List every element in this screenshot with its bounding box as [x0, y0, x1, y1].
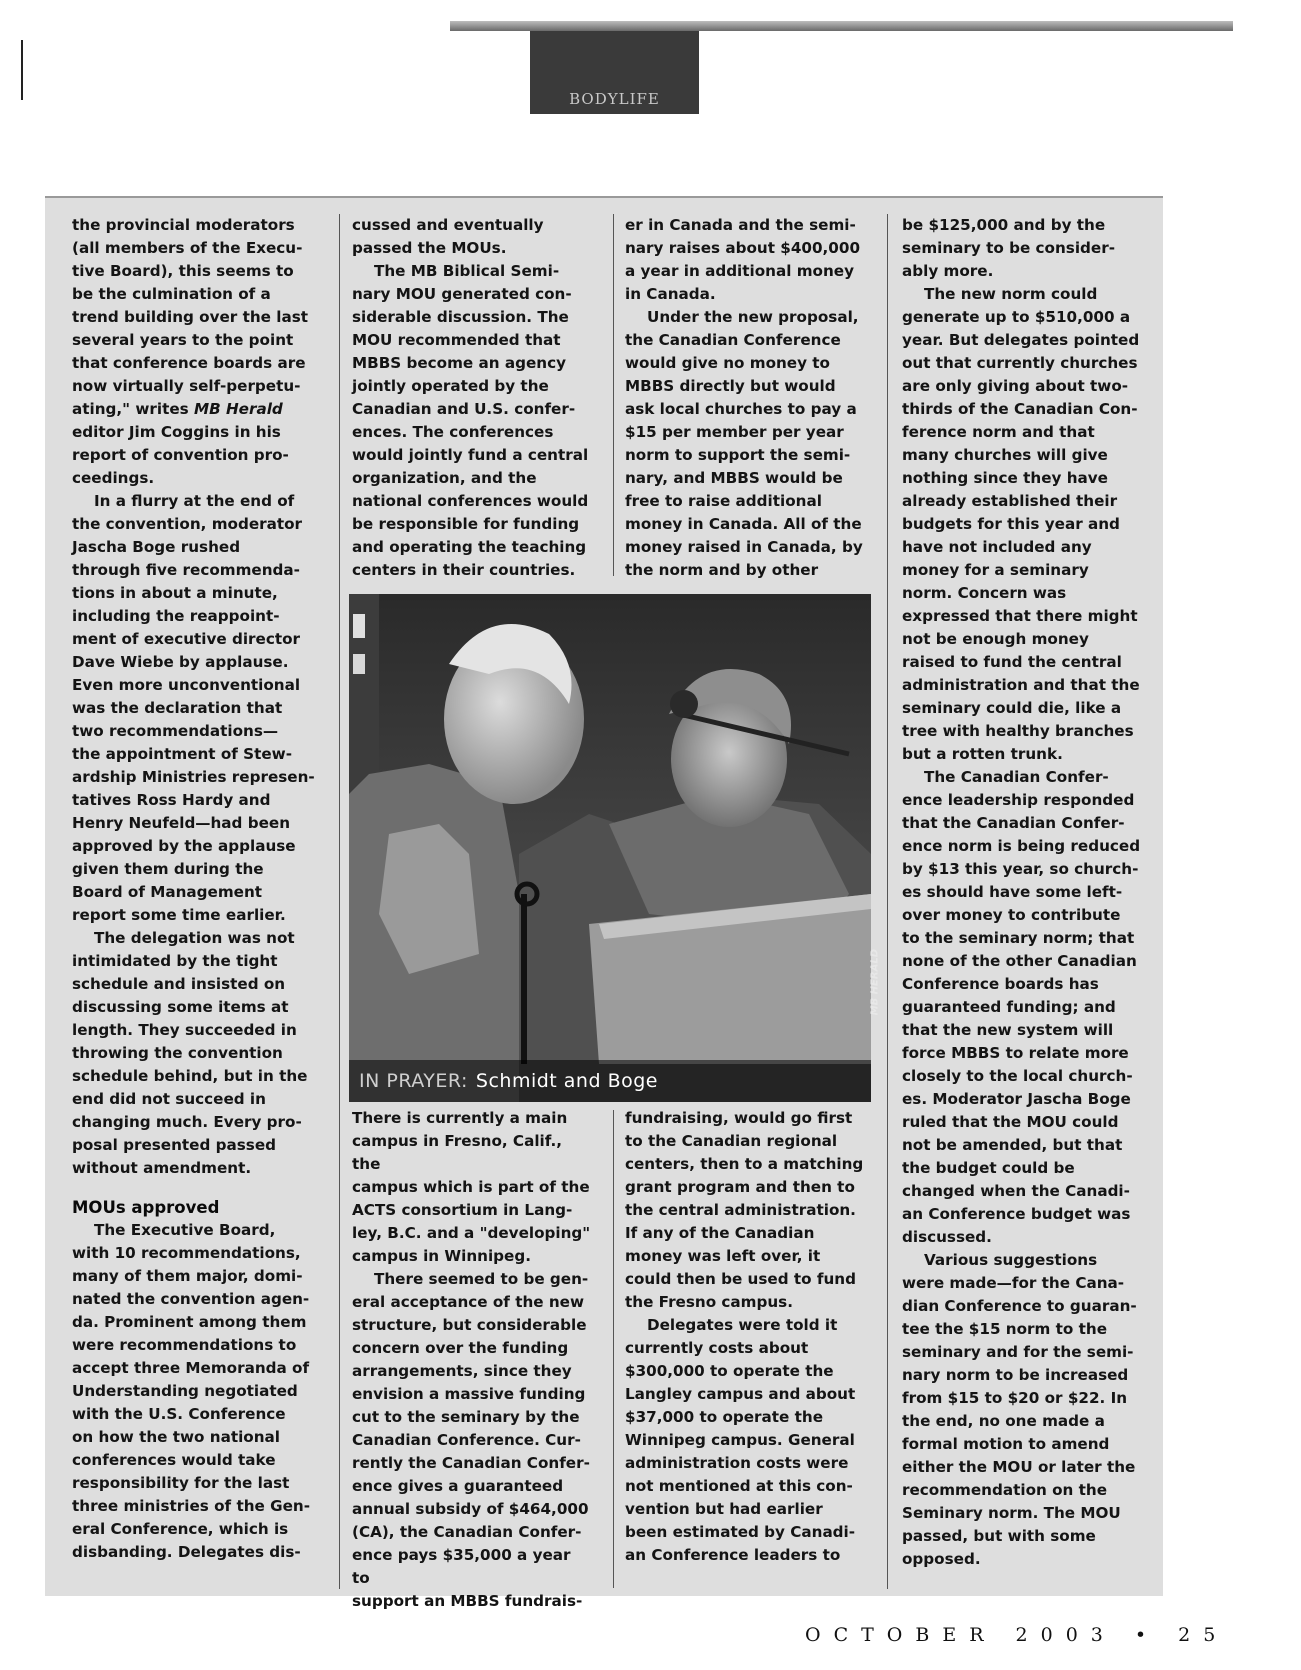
panel-top-border — [45, 196, 1163, 198]
photo-caption — [349, 1060, 871, 1102]
paragraph: fundraising, would go first to the Canadian regional centers, then to a matching grant program and then to the central administration. If any of the Canadian money was left over, it could then be used to fund the Fresno campus. — [625, 1109, 864, 1311]
subheading: MOUs approved — [72, 1198, 220, 1217]
article-column-2 — [352, 214, 592, 582]
paragraph: the provincial moderators (all members of the Execu- tive Board), this seems to be the culmination of a trend building over the last several years to the point that conference boards are now virtually self-perpetu- ating," writes MB Herald editor Jim Coggins in his report of convention pro- ceedings. — [72, 216, 308, 487]
column-rule — [613, 1110, 614, 1588]
page-footer: OCTOBER 2003 • 25 — [805, 1624, 1229, 1646]
paragraph: There seemed to be gen- eral acceptance of the new structure, but considerable concern over the funding arrangements, since they envision a massive funding cut to the seminary by the Canadian Conference. Cur- rently the Canadian Confer- ence gives a guaranteed annual subsidy of $464,000 (CA), the Canadian Confer- ence pays $35,000 a year to support an MBBS fundrais- — [352, 1270, 590, 1610]
column-rule — [613, 214, 614, 576]
paragraph: In a flurry at the end of the convention, moderator Jascha Boge rushed through five recommenda- tions in about a minute, including the reappoint- ment of executive director Dave Wiebe by applause. Even more unconventional was the declaration that two recommendations— the appointment of Stew- ardship Ministries represen- tatives Ross Hardy and Henry Neufeld—had been approved by the applause given them during the Board of Management report some time earlier. — [72, 492, 315, 924]
paragraph: The delegation was not intimidated by the tight schedule and insisted on discussing some items at length. They succeeded in throwing the convention schedule behind, but in the end did not succeed in changing much. Every pro- posal presented passed without amendment. — [72, 929, 308, 1177]
header-rule — [450, 21, 1233, 31]
paragraph: Delegates were told it currently costs about $300,000 to operate the Langley campus and about $37,000 to operate the Winnipeg campus. General administration costs were not mentioned at this con- vention but had earlier been estimated by Canadi- an Conference leaders to — [625, 1316, 856, 1564]
publication-title: MB Herald — [193, 400, 283, 418]
paragraph: The MB Biblical Semi- nary MOU generated con- siderable discussion. The MOU recommended that MBBS become an agency jointly operated by the Canadian and U.S. confer- ences. The conferences would jointly fund a central organization, and the national conferences would be responsible for funding and operating the teaching centers in their countries. — [352, 262, 589, 579]
article-column-1 — [72, 214, 322, 1564]
article-column-2-continued — [352, 1107, 592, 1613]
caption-lead: IN PRAYER: — [359, 1070, 468, 1092]
paragraph: The Canadian Confer- ence leadership responded that the Canadian Confer- ence norm is being reduced by $13 this year, so church- es should have some left- over money to contribute to the seminary norm; that none of the other Canadian Conference boards has guaranteed funding; and that the new system will force MBBS to relate more closely to the local church- es. Moderator Jascha Boge ruled that the MOU could not be amended, but that the budget could be changed when the Canadi- an Conference budget was discussed. — [902, 768, 1141, 1246]
paragraph: er in Canada and the semi- nary raises about $400,000 a year in additional money in Canada. — [625, 216, 861, 303]
paragraph: Under the new proposal, the Canadian Conference would give no money to MBBS directly but would ask local churches to pay a $15 per member per year norm to support the semi- nary, and MBBS would be free to raise additional money in Canada. All of the money raised in Canada, by the norm and by other — [625, 308, 863, 579]
caption-text: Schmidt and Boge — [475, 1070, 658, 1092]
paragraph: be $125,000 and by the seminary to be consider- ably more. — [902, 216, 1116, 280]
paragraph: There is currently a main campus in Fresno, Calif., the campus which is part of the ACTS consortium in Lang- ley, B.C. and a "developing" campus in Winnipeg. — [352, 1109, 591, 1265]
paragraph: The new norm could generate up to $510,000 a year. But delegates pointed out that currently churches are only giving about two- thirds of the Canadian Con- ference norm and that many churches will give nothing since they have already established their budgets for this year and have not included any money for a seminary norm. Concern was expressed that there might not be enough money raised to fund the central administration and that the seminary could die, like a tree with healthy branches but a rotten trunk. — [902, 285, 1140, 763]
paragraph: cussed and eventually passed the MOUs. — [352, 216, 544, 257]
column-rule — [887, 214, 888, 1589]
article-photo — [349, 594, 880, 1102]
photo-credit: MB HERALD — [869, 949, 880, 1016]
section-label: BODYLIFE — [569, 90, 660, 108]
margin-rule — [21, 40, 23, 100]
section-tab — [530, 31, 699, 114]
article-column-4 — [902, 214, 1160, 1571]
column-rule — [339, 214, 340, 1589]
photo-image — [349, 594, 871, 1102]
paragraph: The Executive Board, with 10 recommendations, many of them major, domi- nated the convention agen- da. Prominent among them were recommendations to accept three Memoranda of Understanding negotiated with the U.S. Conference on how the two national conferences would take responsibility for the last three ministries of the Gen- eral Conference, which is disbanding. Delegates dis- — [72, 1221, 310, 1561]
article-column-3 — [625, 214, 865, 582]
paragraph: Various suggestions were made—for the Cana- dian Conference to guaran- tee the $15 norm to the seminary and for the semi- nary norm to be increased from $15 to $20 or $22. In the end, no one made a formal motion to amend either the MOU or later the recommendation on the Seminary norm. The MOU passed, but with some opposed. — [902, 1251, 1137, 1568]
article-column-3-continued — [625, 1107, 870, 1567]
